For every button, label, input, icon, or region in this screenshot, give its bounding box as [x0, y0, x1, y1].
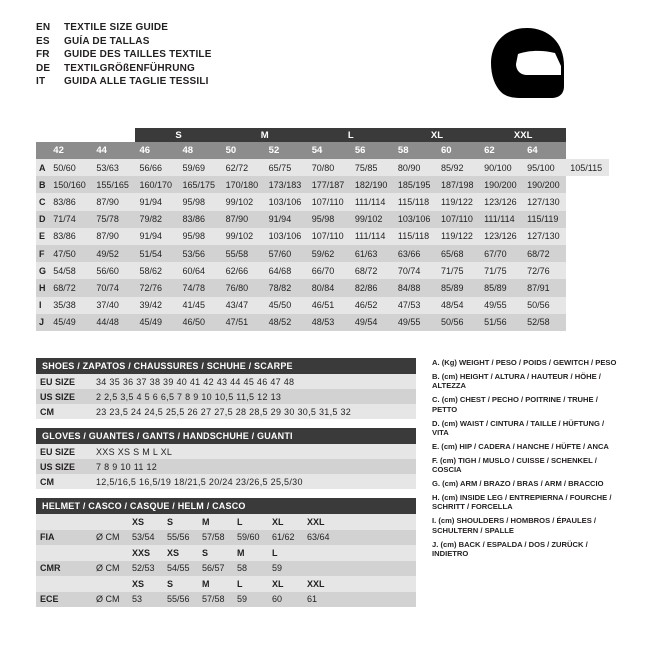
measurement-cell: 71/74 — [53, 214, 76, 225]
table-row — [36, 193, 609, 210]
measurement-cell: 107/110 — [440, 214, 473, 225]
measurement-cell: 111/114 — [484, 214, 515, 225]
size-label: M — [202, 516, 210, 527]
measurement-cell: 79/82 — [139, 214, 162, 225]
corner-cell — [36, 142, 49, 159]
measurement-cell: 58/62 — [139, 265, 162, 276]
legend-item: G. (cm) ARM / BRAZO / BRAS / ARM / BRACCIO — [432, 479, 604, 489]
table-row — [36, 245, 609, 262]
gloves-row — [36, 444, 416, 459]
measurement-cell: 165/175 — [182, 179, 216, 190]
table-row — [36, 297, 609, 314]
measurement-cell: 95/98 — [182, 231, 206, 242]
measurement-cell: 111/114 — [354, 196, 386, 207]
row-values: 7 8 9 10 11 12 — [96, 461, 158, 472]
gloves-row — [36, 459, 416, 474]
helmet-measure: 61 — [307, 594, 318, 605]
size-number: 54 — [308, 142, 351, 159]
measurement-cell: 127/130 — [527, 231, 560, 242]
size-number: 64 — [523, 142, 566, 159]
legend-item: H. (cm) INSIDE LEG / ENTREPIERNA / FOURCHE / SCHRITT / FORCELLA — [432, 492, 612, 512]
measurement-cell: 103/106 — [268, 196, 302, 207]
measurement-cell: 87/90 — [96, 231, 119, 242]
measurement-cell: 74/78 — [182, 282, 206, 293]
measurement-cell: 87/90 — [96, 196, 119, 207]
row-letter: E — [39, 231, 46, 242]
size-number: 42 — [49, 142, 92, 159]
measurement-cell: 95/100 — [527, 162, 555, 173]
measurement-table — [36, 128, 609, 331]
header-lang-code: IT — [36, 76, 46, 87]
measurement-cell: 51/56 — [484, 317, 507, 328]
measurement-cell: 62/66 — [225, 265, 249, 276]
helmet-measure: 55/56 — [167, 594, 190, 605]
table-row — [36, 279, 609, 296]
header-lang-code: EN — [36, 22, 51, 33]
measurement-cell: 91/94 — [268, 214, 292, 225]
measurement-cell: 83/86 — [182, 214, 206, 225]
helmet-icon — [485, 26, 569, 100]
shoes-banner: SHOES / ZAPATOS / CHAUSSURES / SCHUHE / SCARPE — [36, 358, 416, 374]
measurement-cell: 41/45 — [182, 300, 206, 311]
measurement-cell: 48/54 — [440, 300, 464, 311]
measurement-cell: 103/106 — [397, 214, 431, 225]
measurement-cell: 115/118 — [397, 231, 430, 242]
shoes-row — [36, 374, 416, 389]
measurement-cell: 60/64 — [182, 265, 206, 276]
row-unit: Ø CM — [96, 532, 120, 543]
header-languages — [36, 22, 212, 90]
measurement-cell: 72/76 — [527, 265, 550, 276]
size-label: L — [272, 547, 278, 558]
measurement-cell: 51/54 — [139, 248, 162, 259]
measurement-cell: 48/52 — [268, 317, 292, 328]
measurement-cell: 99/102 — [354, 214, 383, 225]
table-row — [36, 314, 609, 331]
measurement-cell: 70/74 — [96, 282, 119, 293]
measurement-cell: 85/92 — [440, 162, 464, 173]
helmet-row — [36, 561, 416, 577]
row-letter: A — [39, 162, 46, 173]
measurement-cell: 107/110 — [311, 231, 344, 242]
measurement-cell: 52/58 — [527, 317, 550, 328]
measurement-cell: 84/88 — [397, 282, 421, 293]
shoes-row — [36, 389, 416, 404]
size-cells — [132, 517, 416, 527]
measurement-cell: 35/38 — [53, 300, 76, 311]
measurement-cell: 47/53 — [397, 300, 421, 311]
measurement-cell: 47/50 — [53, 248, 76, 259]
measurement-cell: 82/86 — [354, 282, 378, 293]
measurement-cell: 187/198 — [440, 179, 474, 190]
measurement-cell: 57/60 — [268, 248, 292, 259]
size-group-m: M — [222, 128, 308, 142]
row-letter: B — [39, 179, 46, 190]
row-letter: F — [39, 248, 45, 259]
measurement-cell: 111/114 — [354, 231, 386, 242]
measurement-cell: 54/58 — [53, 265, 76, 276]
measurement-cell: 85/89 — [484, 282, 507, 293]
legend-item: F. (cm) TIGH / MUSLO / CUISSE / SCHENKEL / COSCIA — [432, 455, 597, 475]
measurement-cell: 75/78 — [96, 214, 119, 225]
measurement-cell: 59/69 — [182, 162, 206, 173]
row-letter: G — [39, 265, 47, 276]
measurement-cell: 91/94 — [139, 196, 162, 207]
size-group-xl: XL — [394, 128, 480, 142]
measurement-cell: 95/98 — [311, 214, 335, 225]
measurement-cell: 46/52 — [354, 300, 378, 311]
measurement-cell: 190/200 — [484, 179, 517, 190]
helmet-size-header — [36, 576, 416, 592]
measurement-cell: 71/75 — [484, 265, 507, 276]
measurement-cell: 76/80 — [225, 282, 249, 293]
size-number: 50 — [222, 142, 265, 159]
measurement-cell: 127/130 — [527, 196, 560, 207]
header-lang-code: FR — [36, 49, 50, 60]
size-label: S — [167, 516, 174, 527]
measurement-cell: 46/51 — [311, 300, 335, 311]
measurement-cell: 99/102 — [225, 196, 254, 207]
header-lang-code: DE — [36, 62, 51, 74]
helmet-measure: 52/53 — [132, 563, 155, 574]
measurement-cell: 87/91 — [527, 282, 550, 293]
header-title: TEXTILE SIZE GUIDE — [64, 22, 169, 33]
row-key: EU SIZE — [40, 446, 76, 457]
measurement-cell: 75/85 — [354, 162, 378, 173]
size-number: 56 — [351, 142, 394, 159]
helmet-measure: 61/62 — [272, 532, 295, 543]
value-cells — [132, 563, 416, 573]
row-values: XXS XS S M L XL — [96, 446, 173, 457]
measurement-cell: 68/72 — [354, 265, 378, 276]
table-row — [36, 176, 609, 193]
measurement-cell: 39/42 — [139, 300, 162, 311]
helmet-banner: HELMET / CASCO / CASQUE / HELM / CASCO — [36, 498, 416, 514]
measurement-cell: 70/74 — [397, 265, 421, 276]
measurement-cell: 53/63 — [96, 162, 119, 173]
measurement-cell: 115/118 — [397, 196, 430, 207]
measurement-cell: 49/54 — [354, 317, 378, 328]
size-group-l: L — [308, 128, 394, 142]
helmet-measure: 53/54 — [132, 532, 155, 543]
size-number: 62 — [480, 142, 523, 159]
row-unit: Ø CM — [96, 594, 120, 605]
helmet-measure: 59/60 — [237, 532, 260, 543]
measurement-cell: 63/66 — [397, 248, 421, 259]
row-key: CMR — [40, 563, 61, 574]
measurement-cell: 61/63 — [354, 248, 378, 259]
size-label: L — [237, 516, 243, 527]
size-label: XS — [132, 578, 145, 589]
shoes-table — [36, 358, 416, 419]
size-label: XS — [132, 516, 145, 527]
header-title: GUIDE DES TAILLES TEXTILE — [64, 49, 212, 60]
gloves-banner: GLOVES / GUANTES / GANTS / HANDSCHUHE / GUANTI — [36, 428, 416, 444]
size-group-header — [36, 128, 609, 142]
measurement-cell: 103/106 — [268, 231, 302, 242]
measurement-cell: 47/51 — [225, 317, 249, 328]
measurement-cell: 50/56 — [527, 300, 550, 311]
measurement-cell: 123/126 — [484, 231, 517, 242]
measurement-cell: 185/195 — [397, 179, 431, 190]
measurement-cell: 119/122 — [440, 231, 473, 242]
header-row — [36, 49, 212, 60]
helmet-measure: 53 — [132, 594, 143, 605]
measurement-cell: 71/75 — [440, 265, 464, 276]
row-letter: D — [39, 214, 46, 225]
row-values: 34 35 36 37 38 39 40 41 42 43 44 45 46 47 48 — [96, 376, 295, 387]
measurement-cell: 45/49 — [53, 317, 76, 328]
row-key: CM — [40, 406, 54, 417]
size-label: L — [237, 578, 243, 589]
size-number: 60 — [437, 142, 480, 159]
measurement-cell: 68/72 — [53, 282, 76, 293]
size-label: XXS — [132, 547, 151, 558]
measurement-cell: 70/80 — [311, 162, 335, 173]
row-letter: J — [39, 317, 45, 328]
size-label: XL — [272, 578, 284, 589]
measurement-cell: 50/56 — [440, 317, 464, 328]
measurement-cell: 91/94 — [139, 231, 162, 242]
helmet-measure: 59 — [272, 563, 283, 574]
row-key: US SIZE — [40, 461, 76, 472]
measurement-cell: 49/55 — [484, 300, 507, 311]
legend-item: A. (Kg) WEIGHT / PESO / POIDS / GEWITCH / PESO — [432, 358, 617, 367]
measurement-cell: 45/49 — [139, 317, 162, 328]
value-cells — [132, 594, 416, 604]
measurement-cell: 80/90 — [397, 162, 421, 173]
size-label: XXL — [307, 578, 325, 589]
legend-item: I. (cm) SHOULDERS / HOMBROS / ÉPAULES / SCHULTERN / SPALLE — [432, 516, 596, 535]
measurement-cell: 95/98 — [182, 196, 206, 207]
size-number: 46 — [135, 142, 178, 159]
row-key: EU SIZE — [40, 376, 76, 387]
measurement-cell: 150/160 — [53, 179, 86, 190]
measurement-cell: 115/119 — [527, 214, 559, 225]
measurement-cell: 182/190 — [354, 179, 388, 190]
size-number: 48 — [179, 142, 222, 159]
measurement-cell: 56/66 — [139, 162, 162, 173]
header-title: GUIDA ALLE TAGLIE TESSILI — [64, 76, 209, 87]
header-row — [36, 76, 212, 87]
size-cells — [132, 579, 416, 589]
measurement-cell: 49/52 — [96, 248, 119, 259]
row-values: 12,5/16,5 16,5/19 18/21,5 20/24 23/26,5 25,5/30 — [96, 476, 303, 487]
measurement-cell: 64/68 — [268, 265, 292, 276]
measurement-cell: 37/40 — [96, 300, 119, 311]
helmet-measure: 59 — [237, 594, 248, 605]
legend-list — [432, 358, 617, 563]
helmet-measure: 57/58 — [202, 532, 225, 543]
measurement-cell: 66/70 — [311, 265, 335, 276]
measurement-cell: 90/100 — [484, 162, 512, 173]
shoes-row — [36, 404, 416, 419]
size-label: S — [202, 547, 209, 558]
measurement-cell: 50/60 — [53, 162, 76, 173]
measurement-cell: 83/86 — [53, 196, 76, 207]
row-key: CM — [40, 476, 54, 487]
measurement-cell: 190/200 — [527, 179, 560, 190]
header-row — [36, 63, 212, 74]
table-row — [36, 228, 609, 245]
header-row — [36, 36, 212, 47]
row-values: 23 23,5 24 24,5 25,5 26 27 27,5 28 28,5 29 30 30,5 31,5 32 — [96, 406, 352, 417]
measurement-cell: 65/75 — [268, 162, 292, 173]
size-group-blank — [49, 128, 135, 142]
row-key: ECE — [40, 594, 59, 605]
helmet-measure: 58 — [237, 563, 248, 574]
helmet-size-header — [36, 545, 416, 561]
measurement-cell: 83/86 — [53, 231, 76, 242]
measurement-cell: 48/53 — [311, 317, 335, 328]
measurement-cell: 62/72 — [225, 162, 249, 173]
measurement-cell: 177/187 — [311, 179, 345, 190]
header-row — [36, 22, 212, 33]
helmet-measure: 55/56 — [167, 532, 190, 543]
table-row — [36, 262, 609, 279]
row-key: US SIZE — [40, 391, 76, 402]
measurement-cell: 56/60 — [96, 265, 119, 276]
measurement-cell: 45/50 — [268, 300, 292, 311]
size-group-s: S — [135, 128, 221, 142]
measurement-cell: 72/76 — [139, 282, 162, 293]
size-group-xxl: XXL — [480, 128, 566, 142]
header-title: TEXTILGRÖßENFÜHRUNG — [64, 62, 196, 74]
helmet-row — [36, 592, 416, 608]
measurement-cell: 107/110 — [311, 196, 344, 207]
measurement-cell: 43/47 — [225, 300, 249, 311]
size-number: 44 — [92, 142, 135, 159]
table-row — [36, 211, 609, 228]
size-label: XL — [272, 516, 284, 527]
measurement-cell: 46/50 — [182, 317, 206, 328]
measurement-cell: 68/72 — [527, 248, 550, 259]
legend-item: E. (cm) HIP / CADERA / HANCHE / HÜFTE / ANCA — [432, 441, 609, 451]
gloves-table — [36, 428, 416, 489]
row-letter: C — [39, 196, 46, 207]
measurement-cell: 170/180 — [225, 179, 259, 190]
helmet-table — [36, 498, 416, 607]
corner-cell — [36, 128, 49, 142]
measurement-cell: 49/55 — [397, 317, 421, 328]
legend-item: B. (cm) HEIGHT / ALTURA / HAUTEUR / HÖHE / ALTEZZA — [432, 371, 601, 391]
measurement-cell: 87/90 — [225, 214, 249, 225]
size-number: 52 — [265, 142, 308, 159]
row-key: FIA — [40, 532, 55, 543]
header-title: GUÍA DE TALLAS — [64, 35, 150, 47]
row-values: 2 2,5 3,5 4 5 6 6,5 7 8 9 10 10,5 11,5 12 13 — [96, 391, 282, 402]
legend-item: J. (cm) BACK / ESPALDA / DOS / ZURÜCK / INDIETRO — [432, 539, 588, 558]
row-unit: Ø CM — [96, 563, 120, 574]
measurement-cell: 55/58 — [225, 248, 249, 259]
measurement-cell: 160/170 — [139, 179, 172, 190]
measurement-cell: 155/165 — [96, 179, 129, 190]
value-cells — [132, 532, 416, 542]
helmet-row — [36, 530, 416, 546]
lower-tables — [36, 358, 416, 607]
measurement-cell: 105/115 — [570, 162, 603, 173]
legend-item: D. (cm) WAIST / CINTURA / TAILLE / HÜFTUNG / VITA — [432, 418, 605, 437]
row-letter: H — [39, 282, 46, 293]
size-label: M — [237, 547, 245, 558]
measurement-cell: 67/70 — [484, 248, 507, 259]
measurement-cell: 65/68 — [440, 248, 464, 259]
measurement-cell: 80/84 — [311, 282, 335, 293]
helmet-measure: 56/57 — [202, 563, 225, 574]
helmet-measure: 60 — [272, 594, 283, 605]
helmet-measure: 54/55 — [167, 563, 190, 574]
size-label: S — [167, 578, 174, 589]
size-number-header — [36, 142, 609, 159]
measurement-cell: 53/56 — [182, 248, 206, 259]
size-label: XXL — [307, 516, 325, 527]
measurement-cell: 78/82 — [268, 282, 292, 293]
table-row — [36, 159, 609, 176]
measurement-cell: 59/62 — [311, 248, 335, 259]
helmet-size-header — [36, 514, 416, 530]
measurement-cell: 123/126 — [484, 196, 517, 207]
measurement-cell: 44/48 — [96, 317, 119, 328]
size-label: M — [202, 578, 210, 589]
helmet-measure: 63/64 — [307, 532, 330, 543]
measurement-cell: 173/183 — [268, 179, 302, 190]
size-cells — [132, 548, 416, 558]
gloves-row — [36, 474, 416, 489]
measurement-cell: 99/102 — [225, 231, 254, 242]
measurement-cell: 119/122 — [440, 196, 473, 207]
size-number: 58 — [394, 142, 437, 159]
helmet-measure: 57/58 — [202, 594, 225, 605]
measurement-cell: 85/89 — [440, 282, 464, 293]
size-label: XS — [167, 547, 180, 558]
legend-item: C. (cm) CHEST / PECHO / POITRINE / TRUHE / PETTO — [432, 395, 598, 414]
header-lang-code: ES — [36, 35, 50, 47]
row-letter: I — [39, 300, 42, 311]
